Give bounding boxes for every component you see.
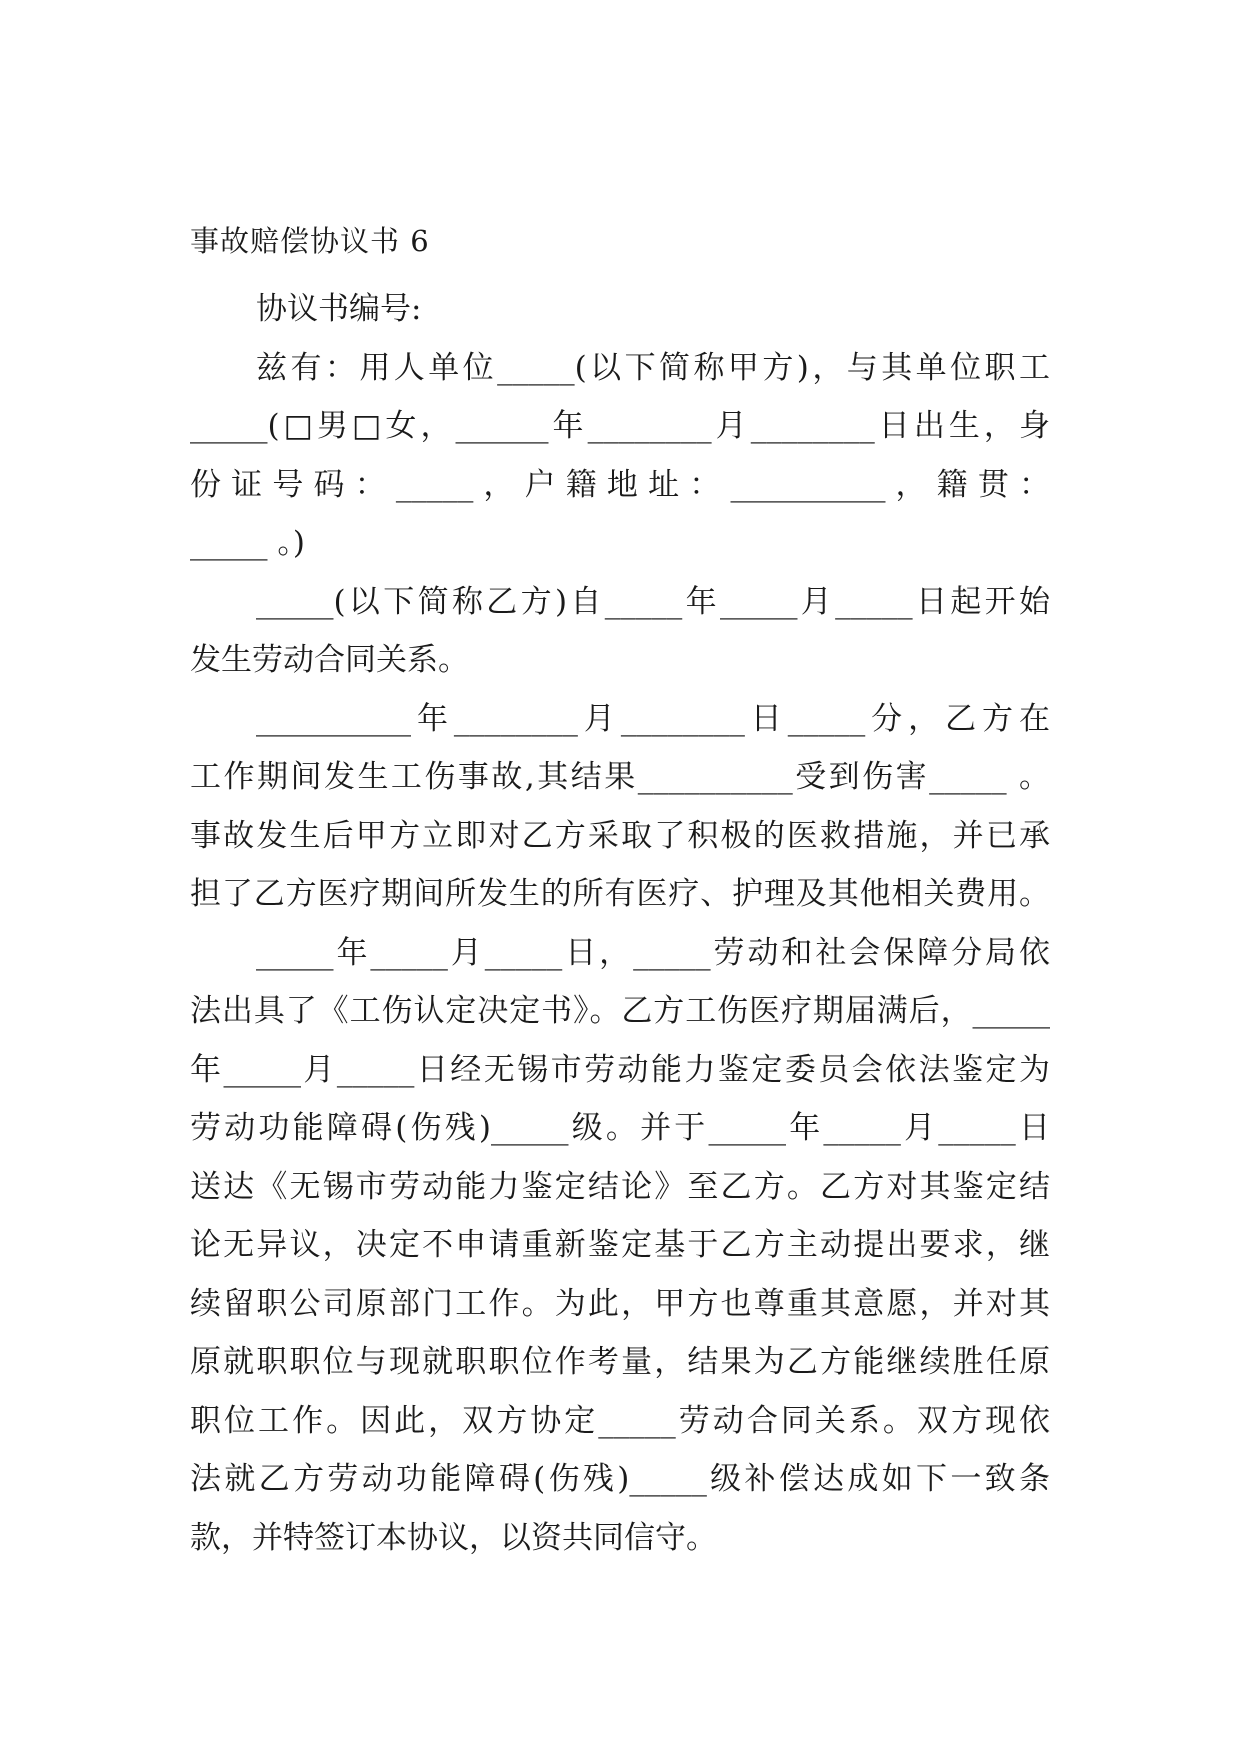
text-line xyxy=(190,690,1050,749)
text-line xyxy=(190,1275,1050,1334)
text-line xyxy=(190,1099,1050,1158)
text-line xyxy=(190,280,1050,339)
text-line xyxy=(190,1509,1050,1568)
text-line-content: 工作期间发生工伤事故,其结果__________受到伤害_____ 。 xyxy=(190,759,1050,795)
text-line-content: 发生劳动合同关系。 xyxy=(190,642,469,678)
text-line-content: 年_____月_____日经无锡市劳动能力鉴定委员会依法鉴定为 xyxy=(190,1051,1050,1088)
text-line-content: 款，并特签订本协议，以资共同信守。 xyxy=(190,1519,717,1556)
text-line-content: _____年_____月_____日，_____劳动和社会保障分局依 xyxy=(256,934,1050,971)
text-line xyxy=(190,807,1050,866)
text-line xyxy=(190,339,1050,398)
text-line xyxy=(190,514,1050,573)
text-line xyxy=(190,748,1050,807)
text-line xyxy=(190,1392,1050,1451)
text-line-content: 法就乙方劳动功能障碍(伤残)_____级补偿达成如下一致条 xyxy=(190,1461,1050,1497)
text-line-content: 担了乙方医疗期间所发生的所有医疗、护理及其他相关费用。 xyxy=(190,876,1050,912)
text-line-content: __________年________月________日_____分，乙方在 xyxy=(256,700,1050,737)
text-line-content: 论无异议，决定不申请重新鉴定基于乙方主动提出要求，继 xyxy=(190,1227,1050,1263)
text-line xyxy=(190,1333,1050,1392)
text-line xyxy=(190,1216,1050,1275)
text-line-content: _____(□男□女，______年________月________日出生，身 xyxy=(190,408,1050,444)
text-line-content: 续留职公司原部门工作。为此，甲方也尊重其意愿，并对其 xyxy=(190,1285,1050,1322)
document-body xyxy=(190,280,1050,1567)
text-line-content: 份 证 号 码 ： _____ ， 户 籍 地 址 ： __________ ， 籍 贯 ： xyxy=(190,466,1050,503)
text-line-content: 事故发生后甲方立即对乙方采取了积极的医救措施，并已承 xyxy=(190,817,1050,854)
text-line xyxy=(190,865,1050,924)
text-line xyxy=(190,631,1050,690)
text-line xyxy=(190,456,1050,515)
text-line-content: 劳动功能障碍(伤残)_____级。并于_____年_____月_____日 xyxy=(190,1110,1050,1146)
text-line-content: 送达《无锡市劳动能力鉴定结论》至乙方。乙方对其鉴定结 xyxy=(190,1168,1050,1205)
text-line-content: 法出具了《工伤认定决定书》。乙方工伤医疗期届满后，_____ xyxy=(190,993,1050,1029)
text-line-content: 职位工作。因此，双方协定_____劳动合同关系。双方现依 xyxy=(190,1402,1050,1439)
text-line-content: _____ 。) xyxy=(190,525,305,561)
text-line xyxy=(190,1041,1050,1100)
text-line-content: 原就职职位与现就职职位作考量，结果为乙方能继续胜任原 xyxy=(190,1344,1050,1380)
text-line xyxy=(190,1450,1050,1509)
text-line-content: 兹有：用人单位_____(以下简称甲方)，与其单位职工 xyxy=(256,349,1050,386)
text-line-content: 协议书编号: xyxy=(256,291,422,327)
text-line xyxy=(190,982,1050,1041)
text-line xyxy=(190,397,1050,456)
text-line xyxy=(190,924,1050,983)
text-line xyxy=(190,573,1050,632)
text-line-content: _____(以下简称乙方)自_____年_____月_____日起开始 xyxy=(256,583,1050,620)
text-line xyxy=(190,1158,1050,1217)
document-title: 事故赔偿协议书 6 xyxy=(190,224,430,258)
